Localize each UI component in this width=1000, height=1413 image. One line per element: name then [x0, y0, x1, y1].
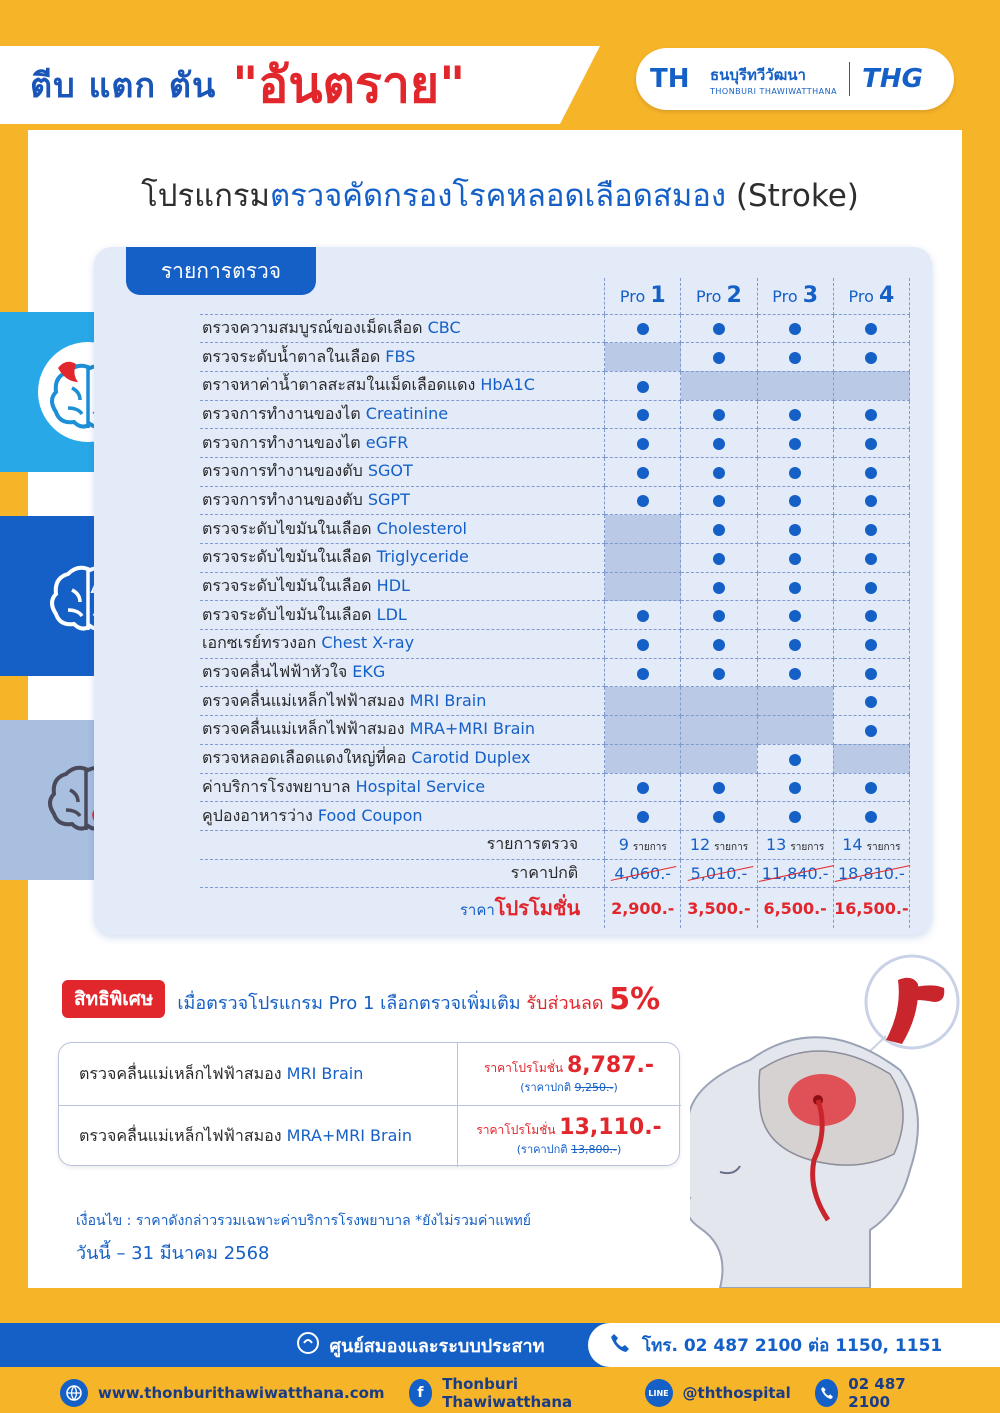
checkup-item-label: ตรวจการทำงานของไต Creatinine	[200, 400, 605, 429]
included-dot-icon	[789, 323, 801, 335]
checkup-cell-pro-3	[757, 630, 833, 659]
privilege-badge: สิทธิพิเศษ	[62, 980, 165, 1018]
checkup-cell-pro-3	[757, 486, 833, 515]
head-brain-illustration	[690, 950, 960, 1288]
checkup-cell-pro-1	[605, 601, 681, 630]
included-dot-icon	[789, 610, 801, 622]
checkup-cell-pro-1	[605, 802, 681, 831]
checkup-item-label: เอกซเรย์ทรวงอก Chest X-ray	[200, 630, 605, 659]
checkup-cell-pro-1	[605, 400, 681, 429]
checkup-cell-pro-4	[833, 773, 909, 802]
count-row	[200, 830, 910, 859]
included-dot-icon	[865, 811, 877, 823]
checkup-row	[200, 429, 910, 458]
checkup-cell-pro-2	[681, 371, 757, 400]
included-dot-icon	[865, 696, 877, 708]
promo-price-pro-4: 16,500.-	[833, 888, 909, 928]
privilege-row	[62, 980, 660, 1018]
checkup-cell-pro-4	[833, 601, 909, 630]
included-dot-icon	[865, 639, 877, 651]
included-dot-icon	[637, 381, 649, 393]
included-dot-icon	[637, 323, 649, 335]
checkup-item-label: ตรวจระดับไขมันในเลือด LDL	[200, 601, 605, 630]
count-pro-3: 13 รายการ	[757, 830, 833, 859]
phone-icon	[815, 1379, 839, 1407]
checkup-cell-pro-2	[681, 687, 757, 716]
checkup-row	[200, 400, 910, 429]
checkup-cell-pro-4	[833, 687, 909, 716]
checkup-cell-pro-2	[681, 314, 757, 343]
facebook-link[interactable]: f Thonburi Thawiwatthana	[409, 1375, 621, 1411]
checkup-cell-pro-1	[605, 486, 681, 515]
headline-big: "อันตราย"	[232, 55, 466, 114]
included-dot-icon	[637, 610, 649, 622]
checkup-cell-pro-4	[833, 314, 909, 343]
promo-price-pro-1: 2,900.-	[605, 888, 681, 928]
included-dot-icon	[713, 524, 725, 536]
included-dot-icon	[637, 409, 649, 421]
included-dot-icon	[789, 811, 801, 823]
column-pro-2: Pro 2	[681, 278, 757, 314]
included-dot-icon	[713, 467, 725, 479]
checkup-cell-pro-3	[757, 687, 833, 716]
checkup-cell-pro-2	[681, 572, 757, 601]
promo-price-pro-2: 3,500.-	[681, 888, 757, 928]
checkup-row	[200, 658, 910, 687]
thg-logo: THG	[862, 64, 923, 94]
promo-price-row	[200, 888, 910, 928]
included-dot-icon	[713, 495, 725, 507]
checkup-cell-pro-2	[681, 658, 757, 687]
included-dot-icon	[865, 582, 877, 594]
footer-phone[interactable]: โทร. 02 487 2100 ต่อ 1150, 1151	[588, 1323, 1000, 1367]
head-brain-icon	[296, 1331, 320, 1360]
column-pro-1: Pro 1	[605, 278, 681, 314]
included-dot-icon	[865, 438, 877, 450]
checkup-row	[200, 744, 910, 773]
addon-price: ราคาโปรโมชั่น 8,787.- (ราคาปกติ 9,250.-)	[483, 1052, 655, 1094]
checkup-cell-pro-1	[605, 773, 681, 802]
checkup-cell-pro-4	[833, 400, 909, 429]
checkup-item-label: ตราจหาค่าน้ำตาลสะสมในเม็ดเลือดแดง HbA1C	[200, 371, 605, 400]
headline-small: ตีบ แตก ตัน	[30, 66, 217, 106]
included-dot-icon	[637, 782, 649, 794]
included-dot-icon	[865, 610, 877, 622]
included-dot-icon	[865, 553, 877, 565]
globe-icon	[60, 1379, 88, 1407]
included-dot-icon	[789, 553, 801, 565]
checkup-row	[200, 802, 910, 831]
addon-name: ตรวจคลื่นแม่เหล็กไฟฟ้าสมอง MRI Brain	[79, 1063, 364, 1083]
included-dot-icon	[637, 668, 649, 680]
checkup-row	[200, 687, 910, 716]
condition-note: เงื่อนไข : ราคาดังกล่าวรวมเฉพาะค่าบริการโรงพยาบาล *ยังไม่รวมค่าแพทย์	[76, 1213, 531, 1229]
line-icon: LINE	[645, 1379, 673, 1407]
checkup-cell-pro-4	[833, 572, 909, 601]
normal-price-pro-3: 11,840.-	[761, 863, 829, 883]
checkup-cell-pro-4	[833, 429, 909, 458]
included-dot-icon	[713, 639, 725, 651]
checkup-cell-pro-3	[757, 658, 833, 687]
checkup-cell-pro-4	[833, 486, 909, 515]
checkup-cell-pro-2	[681, 343, 757, 372]
included-dot-icon	[789, 409, 801, 421]
checkup-cell-pro-3	[757, 515, 833, 544]
checkup-row	[200, 371, 910, 400]
addon-price-box	[58, 1042, 680, 1166]
included-dot-icon	[789, 438, 801, 450]
logo-divider	[849, 62, 850, 96]
checkup-item-label: ตรวจการทำงานของไต eGFR	[200, 429, 605, 458]
checkup-list-tab: รายการตรวจ	[126, 247, 316, 295]
checkup-table	[200, 278, 910, 928]
checkup-cell-pro-1	[605, 572, 681, 601]
checkup-cell-pro-1	[605, 658, 681, 687]
included-dot-icon	[789, 352, 801, 364]
included-dot-icon	[789, 467, 801, 479]
checkup-row	[200, 314, 910, 343]
checkup-cell-pro-1	[605, 744, 681, 773]
included-dot-icon	[713, 582, 725, 594]
included-dot-icon	[713, 553, 725, 565]
checkup-cell-pro-4	[833, 544, 909, 573]
count-label: รายการตรวจ	[200, 830, 605, 859]
count-pro-1: 9 รายการ	[605, 830, 681, 859]
checkup-cell-pro-4	[833, 744, 909, 773]
checkup-item-label: ตรวจระดับน้ำตาลในเลือด FBS	[200, 343, 605, 372]
checkup-cell-pro-3	[757, 457, 833, 486]
included-dot-icon	[865, 495, 877, 507]
contact-row	[60, 1376, 960, 1410]
program-title-highlight: ตรวจคัดกรองโรคหลอดเลือดสมอง	[269, 178, 727, 214]
included-dot-icon	[865, 782, 877, 794]
included-dot-icon	[789, 524, 801, 536]
checkup-item-label: ตรวจการทำงานของตับ SGPT	[200, 486, 605, 515]
checkup-cell-pro-2	[681, 601, 757, 630]
checkup-row	[200, 486, 910, 515]
checkup-row	[200, 457, 910, 486]
checkup-cell-pro-2	[681, 457, 757, 486]
checkup-row	[200, 773, 910, 802]
included-dot-icon	[865, 409, 877, 421]
checkup-cell-pro-4	[833, 457, 909, 486]
th-logo-icon: TH	[650, 64, 690, 94]
checkup-cell-pro-1	[605, 343, 681, 372]
checkup-item-label: ค่าบริการโรงพยาบาล Hospital Service	[200, 773, 605, 802]
included-dot-icon	[713, 782, 725, 794]
checkup-cell-pro-1	[605, 630, 681, 659]
checkup-cell-pro-4	[833, 515, 909, 544]
included-dot-icon	[637, 495, 649, 507]
checkup-row	[200, 572, 910, 601]
checkup-cell-pro-3	[757, 314, 833, 343]
hospital-logo[interactable]	[636, 48, 954, 110]
checkup-item-label: ตรวจระดับไขมันในเลือด Cholesterol	[200, 515, 605, 544]
checkup-cell-pro-4	[833, 716, 909, 745]
checkup-cell-pro-4	[833, 802, 909, 831]
addon-row-mra-mri	[59, 1105, 681, 1167]
checkup-cell-pro-1	[605, 687, 681, 716]
checkup-cell-pro-1	[605, 429, 681, 458]
included-dot-icon	[789, 668, 801, 680]
normal-price-row	[200, 859, 910, 888]
checkup-item-label: ตรวจระดับไขมันในเลือด HDL	[200, 572, 605, 601]
checkup-cell-pro-1	[605, 716, 681, 745]
phone-icon	[608, 1331, 632, 1360]
tel-link[interactable]: 02 487 2100	[815, 1375, 936, 1411]
promo-price-pro-3: 6,500.-	[757, 888, 833, 928]
included-dot-icon	[789, 639, 801, 651]
checkup-cell-pro-3	[757, 601, 833, 630]
included-dot-icon	[713, 668, 725, 680]
checkup-cell-pro-3	[757, 429, 833, 458]
normal-price-pro-4: 18,810.-	[837, 863, 905, 883]
checkup-cell-pro-4	[833, 343, 909, 372]
included-dot-icon	[713, 610, 725, 622]
included-dot-icon	[789, 495, 801, 507]
checkup-cell-pro-1	[605, 457, 681, 486]
checkup-cell-pro-2	[681, 429, 757, 458]
checkup-item-label: ตรวจคลื่นไฟฟ้าหัวใจ EKG	[200, 658, 605, 687]
checkup-cell-pro-2	[681, 544, 757, 573]
included-dot-icon	[865, 467, 877, 479]
included-dot-icon	[713, 409, 725, 421]
checkup-cell-pro-4	[833, 630, 909, 659]
checkup-cell-pro-3	[757, 773, 833, 802]
included-dot-icon	[637, 438, 649, 450]
checkup-cell-pro-2	[681, 515, 757, 544]
included-dot-icon	[789, 754, 801, 766]
checkup-cell-pro-3	[757, 400, 833, 429]
included-dot-icon	[637, 811, 649, 823]
checkup-cell-pro-4	[833, 371, 909, 400]
checkup-cell-pro-2	[681, 486, 757, 515]
checkup-row	[200, 544, 910, 573]
checkup-cell-pro-3	[757, 371, 833, 400]
checkup-item-label: ตรวจความสมบูรณ์ของเม็ดเลือด CBC	[200, 314, 605, 343]
checkup-row	[200, 343, 910, 372]
checkup-cell-pro-2	[681, 716, 757, 745]
checkup-cell-pro-1	[605, 371, 681, 400]
addon-price: ราคาโปรโมชั่น 13,110.- (ราคาปกติ 13,800.-)	[476, 1114, 662, 1156]
count-pro-2: 12 รายการ	[681, 830, 757, 859]
checkup-row	[200, 515, 910, 544]
column-pro-4: Pro 4	[833, 278, 909, 314]
checkup-cell-pro-3	[757, 343, 833, 372]
checkup-cell-pro-1	[605, 544, 681, 573]
included-dot-icon	[789, 582, 801, 594]
facebook-icon: f	[409, 1379, 433, 1407]
checkup-cell-pro-3	[757, 744, 833, 773]
checkup-cell-pro-3	[757, 572, 833, 601]
checkup-item-label: ตรวจหลอดเลือดแดงใหญ่ที่คอ Carotid Duplex	[200, 744, 605, 773]
program-title: โปรแกรมตรวจคัดกรองโรคหลอดเลือดสมอง (Stroke)	[141, 178, 859, 214]
included-dot-icon	[713, 323, 725, 335]
included-dot-icon	[865, 668, 877, 680]
included-dot-icon	[713, 811, 725, 823]
normal-price-label: ราคาปกติ	[200, 859, 605, 888]
addon-name: ตรวจคลื่นแม่เหล็กไฟฟ้าสมอง MRA+MRI Brain	[79, 1125, 412, 1145]
checkup-item-label: ตรวจการทำงานของตับ SGOT	[200, 457, 605, 486]
privilege-text: เมื่อตรวจโปรแกรม Pro 1 เลือกตรวจเพิ่มเติม รับส่วนลด 5%	[177, 981, 661, 1017]
included-dot-icon	[713, 352, 725, 364]
included-dot-icon	[789, 782, 801, 794]
checkup-item-label: คูปองอาหารว่าง Food Coupon	[200, 802, 605, 831]
date-range: วันนี้ – 31 มีนาคม 2568	[76, 1243, 270, 1264]
checkup-cell-pro-2	[681, 400, 757, 429]
checkup-cell-pro-3	[757, 802, 833, 831]
included-dot-icon	[865, 323, 877, 335]
checkup-item-label: ตรวจระดับไขมันในเลือด Triglyceride	[200, 544, 605, 573]
line-link[interactable]: LINE @ththospital	[645, 1379, 791, 1407]
website-link[interactable]: www.thonburithawiwatthana.com	[60, 1379, 385, 1407]
promo-price-label: ราคาโปรโมชั่น	[459, 896, 581, 920]
checkup-cell-pro-1	[605, 515, 681, 544]
checkup-rows	[200, 314, 910, 830]
normal-price-pro-2: 5,010.-	[690, 863, 748, 883]
normal-price-pro-1: 4,060.-	[614, 863, 672, 883]
included-dot-icon	[865, 524, 877, 536]
checkup-cell-pro-3	[757, 716, 833, 745]
checkup-cell-pro-1	[605, 314, 681, 343]
checkup-cell-pro-2	[681, 802, 757, 831]
checkup-cell-pro-3	[757, 544, 833, 573]
checkup-cell-pro-2	[681, 773, 757, 802]
checkup-item-label: ตรวจคลื่นแม่เหล็กไฟฟ้าสมอง MRI Brain	[200, 687, 605, 716]
included-dot-icon	[637, 467, 649, 479]
included-dot-icon	[713, 438, 725, 450]
checkup-row	[200, 716, 910, 745]
logo-name-th: ธนบุรีทวีวัฒนา	[710, 65, 806, 84]
count-pro-4: 14 รายการ	[833, 830, 909, 859]
checkup-row	[200, 601, 910, 630]
column-pro-3: Pro 3	[757, 278, 833, 314]
checkup-item-label: ตรวจคลื่นแม่เหล็กไฟฟ้าสมอง MRA+MRI Brain	[200, 716, 605, 745]
checkup-cell-pro-2	[681, 744, 757, 773]
included-dot-icon	[865, 725, 877, 737]
checkup-cell-pro-4	[833, 658, 909, 687]
included-dot-icon	[637, 639, 649, 651]
footer-department: ศูนย์สมองและระบบประสาท	[258, 1323, 582, 1367]
checkup-cell-pro-2	[681, 630, 757, 659]
logo-name-en: THONBURI THAWIWATTHANA	[710, 86, 838, 96]
included-dot-icon	[865, 352, 877, 364]
addon-row-mri	[59, 1043, 681, 1105]
checkup-row	[200, 630, 910, 659]
headline	[0, 46, 600, 124]
